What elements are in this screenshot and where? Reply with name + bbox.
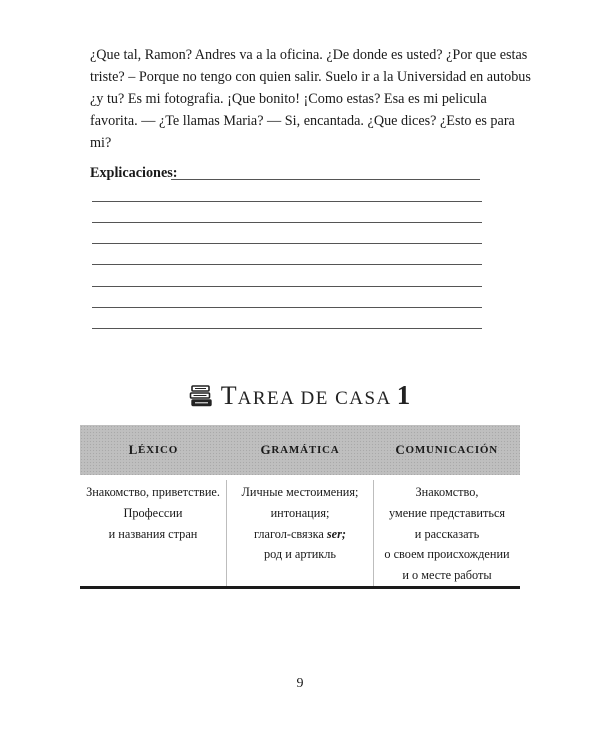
cell-text: глагол-связка: [253, 526, 327, 541]
column-comunicacion: [373, 480, 520, 586]
section-title: [221, 380, 412, 411]
cell-line: [227, 524, 373, 545]
explicaciones-label: [90, 162, 178, 184]
header-lexico: [80, 425, 227, 475]
cell-line: о своем происхождении: [384, 547, 510, 562]
title-rest: AREA DE CASA: [237, 388, 392, 409]
cell-line: и о месте работы: [402, 568, 492, 583]
table-header: [80, 425, 520, 475]
header-gramatica: [227, 425, 374, 475]
header-rest: RAMÁTICA: [271, 444, 340, 456]
header-comunicacion: [373, 425, 520, 475]
writing-line[interactable]: [92, 328, 482, 329]
header-rest: OMUNICACIÓN: [405, 444, 499, 456]
exercise-paragraph: [90, 44, 531, 154]
writing-line[interactable]: [171, 179, 480, 180]
writing-line[interactable]: [92, 307, 482, 308]
cell-line: Знакомство, приветствие.: [86, 485, 220, 499]
header-rest: ÉXICO: [138, 444, 179, 456]
section-heading: [0, 380, 600, 411]
cell-line: Личные местоимения;: [241, 485, 359, 499]
paragraph-line: mi?: [90, 135, 112, 151]
cell-line: и рассказать: [414, 526, 480, 541]
column-lexico: [80, 480, 226, 586]
paragraph-line: ¿Que tal, Ramon? Andres va a la oficina. ¿De donde es usted? ¿Por que estas: [90, 47, 528, 63]
writing-line[interactable]: [92, 264, 482, 265]
header-initial: C: [395, 442, 406, 457]
page-number: 9: [296, 676, 304, 691]
writing-line[interactable]: [92, 222, 482, 223]
paragraph-line: triste? – Porque no tengo con quien salir. Suelo ir a la Universidad en autobus: [90, 69, 531, 85]
explicaciones-label-text: Explicaciones: [90, 165, 173, 181]
table-bottom-rule: [80, 586, 520, 589]
table-body: [80, 480, 520, 586]
title-number: 1: [396, 380, 412, 410]
cell-line: Знакомство,: [415, 485, 479, 499]
cell-line: интонация;: [270, 505, 330, 520]
cell-line: и названия стран: [108, 526, 198, 541]
title-initial: T: [220, 381, 238, 410]
cell-line: умение представиться: [388, 505, 506, 520]
writing-line[interactable]: [92, 201, 482, 202]
cell-emphasis: ser;: [326, 526, 347, 541]
cell-line: род и артикль: [263, 547, 337, 562]
writing-line[interactable]: [92, 286, 482, 287]
paragraph-line: ¿y tu? Es mi fotografia. ¡Que bonito! ¡Como estas? Esa es mi pelicula: [90, 91, 487, 107]
books-icon: [189, 385, 213, 407]
writing-line[interactable]: [92, 243, 482, 244]
header-initial: G: [260, 442, 272, 457]
cell-line: Профессии: [123, 505, 183, 520]
explicaciones-colon: :: [172, 165, 178, 181]
header-initial: L: [128, 442, 139, 457]
paragraph-line: favorita. — ¿Te llamas Maria? — Si, encantada. ¿Que dices? ¿Esto es para: [90, 113, 515, 129]
column-gramatica: [226, 480, 373, 586]
